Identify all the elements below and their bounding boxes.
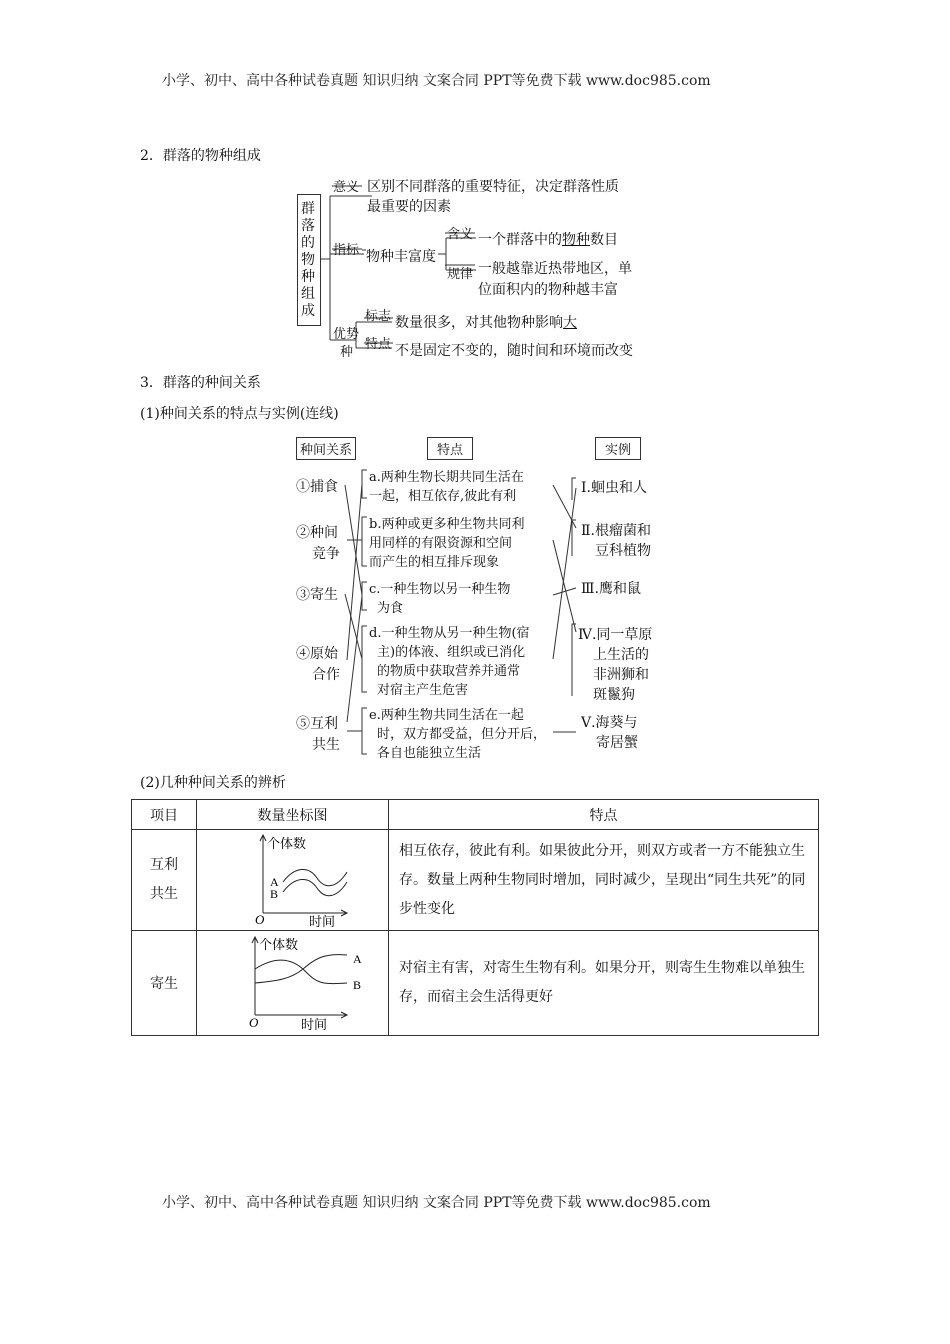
hanyi-text-underlined: 物种 [562, 232, 590, 248]
feature-a-line1: a.两种生物长期共同生活在 [369, 470, 524, 485]
feature-b-line2: 用同样的有限资源和空间 [369, 536, 513, 551]
example-2-line1: Ⅱ.根瘤菌和 [581, 523, 651, 539]
biaozhi-text-underlined: 大 [563, 315, 577, 331]
biaozhi-label: 标志 [365, 309, 392, 324]
section2-title: 2．群落的物种组成 [140, 148, 261, 164]
feature-e-line3: 各自也能独立生活 [377, 746, 482, 761]
example-2-line2: 豆科植物 [595, 543, 651, 559]
feature-a-line2: 一起，相互依存,彼此有利 [369, 489, 517, 504]
mutualism-ylabel: 个体数 [267, 836, 307, 851]
page-header: 小学、初中、高中各种试卷真题 知识归纳 文案合同 PPT等免费下载 www.doc985.com [162, 73, 711, 89]
parasitism-series-a: A [353, 952, 362, 966]
relations-comparison-table [131, 799, 819, 1036]
hanyi-text-pre: 一个群落中的 [478, 232, 562, 248]
feature-d-line3: 的物质中获取营养并通常 [377, 664, 521, 679]
example-1: Ⅰ.蛔虫和人 [581, 480, 647, 496]
example-4-line2: 上生活的 [593, 647, 649, 663]
mutualism-origin: O [255, 912, 265, 927]
yiyi-text-line1: 区别不同群落的重要特征，决定群落性质 [367, 179, 619, 195]
example-5-line2: 寄居蟹 [596, 735, 638, 751]
feature-cell-mutualism: 相互依存，彼此有利。如果彼此分开，则双方或者一方不能独立生存。数量上两种生物同时增加，同时减少，呈现出“同生共死”的同步性变化 [389, 830, 819, 931]
feature-d-line4: 对宿主产生危害 [377, 683, 469, 698]
page-footer: 小学、初中、高中各种试卷真题 知识归纳 文案合同 PPT等免费下载 www.doc985.com [162, 1195, 711, 1211]
dominant-label-line1: 优势 [333, 327, 360, 342]
tedian-label: 特点 [365, 337, 392, 352]
relation-protocooperation-2: 合作 [312, 667, 340, 683]
biaozhi-text-pre: 数量很多，对其他物种影响 [395, 315, 563, 331]
relation-parasitism: ③寄生 [296, 587, 338, 603]
yiyi-label: 意义 [333, 180, 360, 195]
header-relation: 种间关系 [296, 437, 356, 460]
section3-sub1: (1)种间关系的特点与实例(连线) [140, 406, 339, 422]
feature-d-line2: 主)的体液、组织或已消化 [377, 645, 526, 660]
feature-b-line3: 而产生的相互排斥现象 [369, 555, 500, 570]
parasitism-graph [197, 931, 388, 1035]
section3-sub2: (2)几种种间关系的辨析 [140, 775, 286, 791]
mutualism-series-a: A [270, 875, 279, 889]
parasitism-series-b: B [353, 978, 362, 992]
table-row [132, 830, 819, 931]
parasitism-origin: O [249, 1015, 259, 1030]
example-4-line3: 非洲狮和 [593, 667, 649, 683]
feature-d-line1: d.一种生物从另一种生物(宿 [369, 626, 530, 641]
relation-competition-2: 竞争 [312, 546, 340, 562]
root-label: 群落的物种组成 [301, 201, 315, 319]
feature-e-line1: e.两种生物共同生活在一起 [369, 708, 524, 723]
table-row [132, 931, 819, 1036]
mutualism-graph [197, 830, 388, 930]
feature-b-line1: b.两种或更多种生物共同利 [369, 517, 525, 532]
feature-c-line1: c.一种生物以另一种生物 [369, 582, 511, 597]
example-4-line4: 斑鬣狗 [593, 687, 635, 703]
col-header-feature: 特点 [389, 800, 819, 830]
example-3: Ⅲ.鹰和鼠 [581, 581, 641, 597]
guilv-text-line2: 位面积内的物种越丰富 [478, 282, 618, 298]
guilv-label: 规律 [447, 267, 474, 282]
section3-title: 3．群落的种间关系 [140, 375, 261, 391]
tedian-text: 不是固定不变的，随时间和环境而改变 [395, 343, 633, 359]
graph-cell-parasitism [197, 931, 389, 1036]
hanyi-label: 含义 [447, 227, 474, 242]
relation-mutualism-2: 共生 [312, 737, 340, 753]
example-5-line1: Ⅴ.海葵与 [581, 715, 638, 731]
feature-c-line2: 为食 [377, 601, 404, 616]
header-feature: 特点 [427, 437, 473, 460]
feature-e-line2: 时，双方都受益，但分开后， [377, 727, 547, 742]
mutualism-xlabel: 时间 [309, 914, 336, 929]
dominant-label-line2: 种 [340, 345, 354, 360]
relation-competition-1: ②种间 [296, 525, 338, 541]
mutualism-series-b: B [270, 887, 279, 901]
relation-protocooperation-1: ④原始 [296, 646, 338, 662]
zhibiao-label: 指标 [333, 243, 360, 258]
example-4-line1: Ⅳ.同一草原 [578, 627, 653, 643]
header-example: 实例 [595, 437, 641, 460]
row-name-mutualism: 互利共生 [132, 830, 197, 931]
feature-cell-parasitism: 对宿主有害，对寄生生物有利。如果分开，则寄生生物难以单独生存，而宿主会生活得更好 [389, 931, 819, 1036]
col-header-graph: 数量坐标图 [197, 800, 389, 830]
parasitism-xlabel: 时间 [301, 1017, 328, 1032]
guilv-text-line1: 一般越靠近热带地区，单 [478, 261, 632, 277]
hanyi-text-post: 数目 [590, 232, 618, 248]
relation-predation: ①捕食 [296, 479, 338, 495]
yiyi-text-line2: 最重要的因素 [367, 199, 451, 215]
relation-mutualism-1: ⑤互利 [296, 716, 338, 732]
col-header-item: 项目 [132, 800, 197, 830]
richness-label: 物种丰富度 [366, 249, 436, 265]
row-name-parasitism: 寄生 [132, 931, 197, 1036]
parasitism-ylabel: 个体数 [259, 937, 299, 952]
graph-cell-mutualism [197, 830, 389, 931]
